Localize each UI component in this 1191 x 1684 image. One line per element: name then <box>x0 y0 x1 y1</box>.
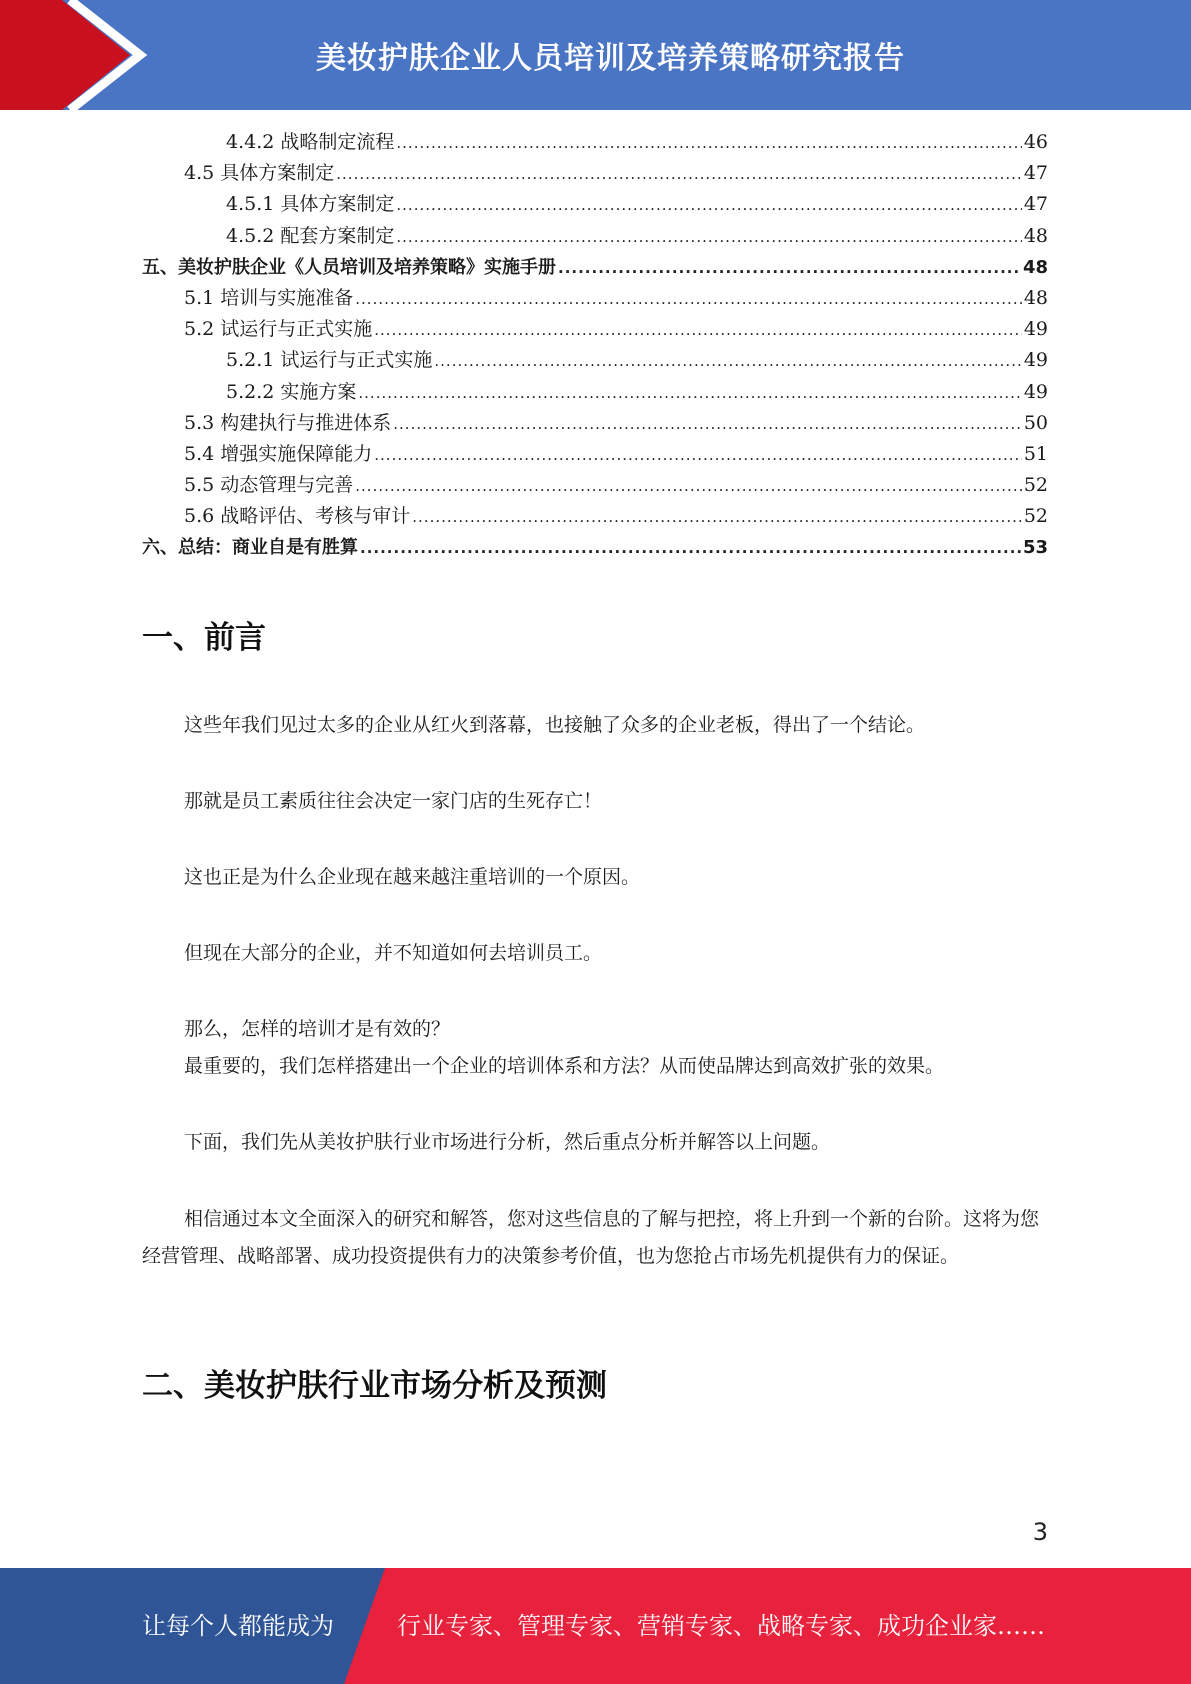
paragraph: 那就是员工素质往往会决定一家门店的生死存亡！ <box>184 790 603 812</box>
toc-entry-title: 5.4 增强实施保障能力 <box>184 442 373 465</box>
toc-dot-leader <box>358 378 1021 408</box>
toc-entry-title: 4.5 具体方案制定 <box>184 162 335 185</box>
toc-entry-page: 49 <box>1023 318 1048 341</box>
toc-dot-leader <box>374 315 1022 345</box>
paragraph: 这些年我们见过太多的企业从红火到落幕，也接触了众多的企业老板，得出了一个结论。 <box>184 714 926 736</box>
toc-entry[interactable] <box>142 470 1048 501</box>
toc-entry-title: 5.3 构建执行与推进体系 <box>184 411 392 434</box>
footer-slogan-left: 让每个人都能成为 <box>142 1612 334 1640</box>
toc-entry-title: 5.5 动态管理与完善 <box>184 474 354 497</box>
section-heading-preface: 一、前言 <box>142 620 266 656</box>
paragraph: 相信通过本文全面深入的研究和解答，您对这些信息的了解与把控，将上升到一个新的台阶。这将为您经营管理、战略部署、成功投资提供有力的决策参考价值，也为您抢占市场先机提供有力的保证。 <box>142 1208 1040 1267</box>
toc-entry[interactable] <box>142 283 1048 314</box>
toc-entry-page: 48 <box>1023 286 1048 309</box>
toc-entry[interactable] <box>142 314 1048 345</box>
footer-slogan-right: 行业专家、管理专家、营销专家、战略专家、成功企业家…… <box>397 1612 1045 1640</box>
toc-entry-page: 47 <box>1023 193 1048 216</box>
toc-entry[interactable] <box>142 377 1048 408</box>
header-ribbon-decoration <box>0 0 160 110</box>
toc-dot-leader <box>355 471 1022 501</box>
toc-entry-title: 5.1 培训与实施准备 <box>184 286 354 309</box>
page-header <box>0 0 1191 110</box>
paragraph: 这也正是为什么企业现在越来越注重培训的一个原因。 <box>184 866 641 888</box>
ribbon-red-chevron <box>0 0 130 110</box>
section-heading-market-analysis: 二、美妆护肤行业市场分析及预测 <box>142 1368 607 1404</box>
toc-entry-title: 六、总结：商业自是有胜算 <box>142 537 358 559</box>
toc-entry[interactable] <box>142 408 1048 439</box>
toc-dot-leader <box>396 190 1021 220</box>
toc-entry-title: 五、美妆护肤企业《人员培训及培养策略》实施手册 <box>142 256 556 278</box>
toc-entry-page: 52 <box>1023 474 1048 497</box>
toc-entry-page: 48 <box>1022 256 1048 278</box>
toc-dot-leader <box>396 128 1021 158</box>
toc-entry-page: 52 <box>1023 505 1048 528</box>
toc-dot-leader <box>412 502 1022 532</box>
toc-entry-title: 5.2.2 实施方案 <box>226 380 357 403</box>
toc-entry[interactable] <box>142 532 1048 563</box>
paragraph: 最重要的，我们怎样搭建出一个企业的培训体系和方法？从而使品牌达到高效扩张的效果。 <box>184 1055 945 1077</box>
toc-entry[interactable] <box>142 501 1048 532</box>
toc-entry[interactable] <box>142 439 1048 470</box>
toc-entry-title: 4.5.2 配套方案制定 <box>226 224 395 247</box>
toc-entry[interactable] <box>142 158 1048 189</box>
toc-dot-leader <box>393 409 1022 439</box>
toc-entry-page: 50 <box>1023 411 1048 434</box>
toc-entry[interactable] <box>142 252 1048 283</box>
toc-entry-page: 48 <box>1023 224 1048 247</box>
toc-entry[interactable] <box>142 189 1048 220</box>
report-title: 美妆护肤企业人员培训及培养策略研究报告 <box>316 41 905 76</box>
toc-entry-title: 5.2 试运行与正式实施 <box>184 318 373 341</box>
toc-entry-page: 47 <box>1023 162 1048 185</box>
table-of-contents <box>142 127 1048 564</box>
toc-entry-title: 4.5.1 具体方案制定 <box>226 193 395 216</box>
toc-entry[interactable] <box>142 127 1048 158</box>
toc-entry[interactable] <box>142 221 1048 252</box>
toc-entry-page: 53 <box>1022 537 1048 559</box>
toc-dot-leader <box>396 222 1021 252</box>
toc-entry-title: 4.4.2 战略制定流程 <box>226 131 395 153</box>
toc-entry-page: 51 <box>1023 442 1048 465</box>
toc-entry[interactable] <box>142 345 1048 376</box>
page-footer <box>0 1568 1191 1684</box>
toc-entry-page: 46 <box>1023 131 1048 153</box>
toc-dot-leader <box>360 533 1021 563</box>
paragraph: 但现在大部分的企业，并不知道如何去培训员工。 <box>184 942 603 964</box>
toc-entry-page: 49 <box>1023 380 1048 403</box>
toc-dot-leader <box>434 346 1021 376</box>
toc-dot-leader <box>374 440 1022 470</box>
toc-dot-leader <box>558 253 1021 283</box>
toc-entry-page: 49 <box>1023 349 1048 372</box>
paragraph: 下面，我们先从美妆护肤行业市场进行分析，然后重点分析并解答以上问题。 <box>184 1131 831 1153</box>
toc-entry-title: 5.2.1 试运行与正式实施 <box>226 349 433 372</box>
toc-dot-leader <box>355 284 1022 314</box>
paragraph: 那么，怎样的培训才是有效的？ <box>184 1018 451 1040</box>
toc-entry-title: 5.6 战略评估、考核与审计 <box>184 505 411 528</box>
page-number: 3 <box>1032 1518 1048 1546</box>
toc-dot-leader <box>336 159 1022 189</box>
